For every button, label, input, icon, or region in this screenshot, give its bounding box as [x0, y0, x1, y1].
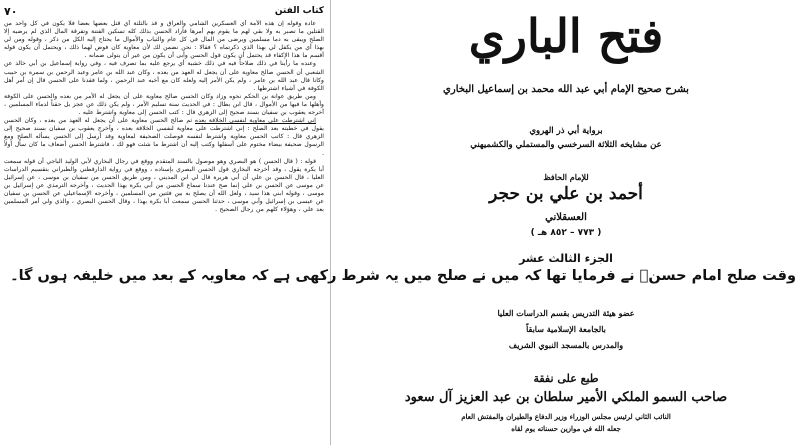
- book-title: فتح الباري: [468, 9, 664, 63]
- book-subtitle: بشرح صحيح الإمام أبي عبد الله محمد بن إسماعيل البخاري: [443, 84, 689, 95]
- urdu-annotation: وقت صلح امام حسنؓ نے فرمایا تھا کہ میں نے صلح میں یہ شرط رکھی ہے کہ معاویہ کے بعد میں خلیفہ ہوں گا۔: [10, 268, 796, 284]
- patron-detail: النائب الثاني لرئيس مجلس الوزراء وزير الدفاع والطيران والمفتش العام: [461, 412, 671, 421]
- paragraph-5: قوله : ( قال الحسن ) هو البصري وهو موصول بالسند المتقدم ووقع في رجال البخاري لأبي الوليد الباجي أن قوله سمعت أبا بكرة يقول ، وقد أخرجه البخاري قول الحسن البصري بإسناده ، ووقع في رواية الدارقطني والطبراني بتقسيم الدراسات العليا ، قال الحسن بن علي أن أبي هريرة قال لي ابن المديني ، ومن طريق الحسن من سفيان بن موسى ، عن إسرائيل عن موسى عن الحسن بن علي إنما صح عندنا سماع الحسن من أبي بكرة بهذا الحديث ، وأخرجه الترمذي عن إسرائيل بن موسى ، وقوله ابني هذا سيد ، ولعل الله أن يصلح به بين فئتين من المسلمين ، وأخرجه الإسماعيلي عن الحسن بن سفيان عن عيسى بن إسرائيل وأبي موسى ، حدثنا الحسن سمعت أبا بكرة بهذا ، وقال الحسن البصري ، والذي ولي أمر المسلمين بعد علي ، وهؤلاء كلهم من رجال الصحيح .: [4, 157, 324, 214]
- paragraph-4-text: ثم صالح الحسن معاوية على أن يجعل له العهد من بعده ، وكان الحسن يقول في خطبته بعد الصلح : إني اشترطت على معاوية لنفسي الخلافة بعده ، وأخرج يعقوب بن سفيان بسند صحيح إلى الزهري قال : كاتب الحسن معاوية واشترط لنفسه فوصلت الصحيفة لمعاوية وقد أرسل إلى الحسن يسأله الصلح ومع الرسول صحيفة بيضاء مختوم على أسفلها وكتب إليه أن اشترط ما شئت فهو لك ، فاشترط الحسن أضعاف ما كان سأل أولاً .: [4, 117, 324, 157]
- body-text: [4, 20, 324, 444]
- underlined-phrase: إني اشترطت على معاوية لنفسي الخلافة بعده: [195, 117, 316, 125]
- patron-detail-2: جعله الله في موازين حسناته يوم لقاه: [511, 424, 621, 433]
- author-dates: ( ٧٧٣ – ٨٥٢ هـ ): [530, 228, 602, 238]
- author-label: للإمام الحافظ: [543, 172, 589, 182]
- patron-name: صاحب السمو الملكي الأمير سلطان بن عبد العزيز آل سعود: [404, 390, 728, 405]
- running-title: كتاب الفتن: [274, 6, 324, 16]
- paragraph-3: ومن طريق عوانة بن الحكم نحوه وزاد وكان الحسن صالح معاوية على أن يجعل له الأمر من بعده والحسن على الكوفة وأهلها ما فيها من الأموال ، قال ابن بطال : في الحديث سنة تسليم الأمر ، ولم يكن ذلك عن عجز بل حقناً لدماء المسلمين ، أخرجه يعقوب بن سفيان بسند صحيح إلى الزهري قال : كتب الحسن إلى معاوية واشترط عليه .: [4, 92, 324, 117]
- author-name: أحمد بن علي بن حجر: [489, 184, 643, 204]
- paragraph-2: وعنده ما رأينا في ذلك صلاحاً فيه في ذلك خشية أي يرجع عليه بما تصرف فيه ، وفي رواية إسماعيل بن أبي خالد عن الشعبي أن الحسن صالح معاوية على أن يجعل له العهد من بعده ، وكان عبد الله بن عامر وعبد الرحمن بن سمرة بن حبيب وكانا قال عبد الله بن عامر ، ولم يكن الأمر إليه ولعله كان مع أخيه عبد الرحمن ، ولما فقدنا على الحسن قال إن أمر أهل الكوفة في أشياء اشترطها .: [4, 60, 324, 92]
- author-nisba: العسقلاني: [545, 212, 587, 223]
- page-header: [4, 4, 324, 18]
- riwaya-sources: عن مشايخه الثلاثة السرخسي والمستملي والكشميهني: [470, 140, 662, 150]
- page-number: ٧٠: [4, 4, 18, 18]
- left-page: [0, 0, 328, 445]
- editor-credit-line: عضو هيئة التدريس بقسم الدراسات العليا: [497, 308, 635, 318]
- paragraph-4: [4, 117, 324, 157]
- printed-label: طبع على نفقة: [533, 372, 599, 385]
- paragraph-1: عادة وقوله إن هذه الأمة أي العسكرين الشامي والعراق و قد بالثلثة أي قتل بعضها بعضاً فلا يكون في كل واحد من القتلين ما تصبر به ولا بقي لهم ما يقوم بهم أمرها فأراد الحسن بذلك كله تسكين الفتنة وتفرقة المال الذي لم يرضيه إلا الصلح ويبقى به دما مسلمين ويرضى من المال في كل عام والثياب والأموال ما يحتاج إليه الكل من ذكر ، وقوله ومن لي بهذا أي من يكفل لي بهذا الذي ذكرتماه ؟ فقالا : نحن نضمن لك لأن معاوية كان فوض لهما ذلك ، ويحتمل أن يكون قوله أقسم ما هذا الإكفاء قد يحتمل أن يكون قول الحسن وأبى أن يكون من غير أن يتولى ضمانه .: [4, 20, 324, 60]
- editor-credit-line-3: والمدرس بالمسجد النبوي الشريف: [508, 340, 624, 350]
- riwaya-line: برواية أبي ذر الهروي: [529, 126, 603, 136]
- page-divider: [330, 0, 331, 445]
- editor-credit-line-2: بالجامعة الإسلامية سابقاً: [526, 324, 606, 334]
- volume-label: الجزء الثالث عشر: [519, 252, 613, 265]
